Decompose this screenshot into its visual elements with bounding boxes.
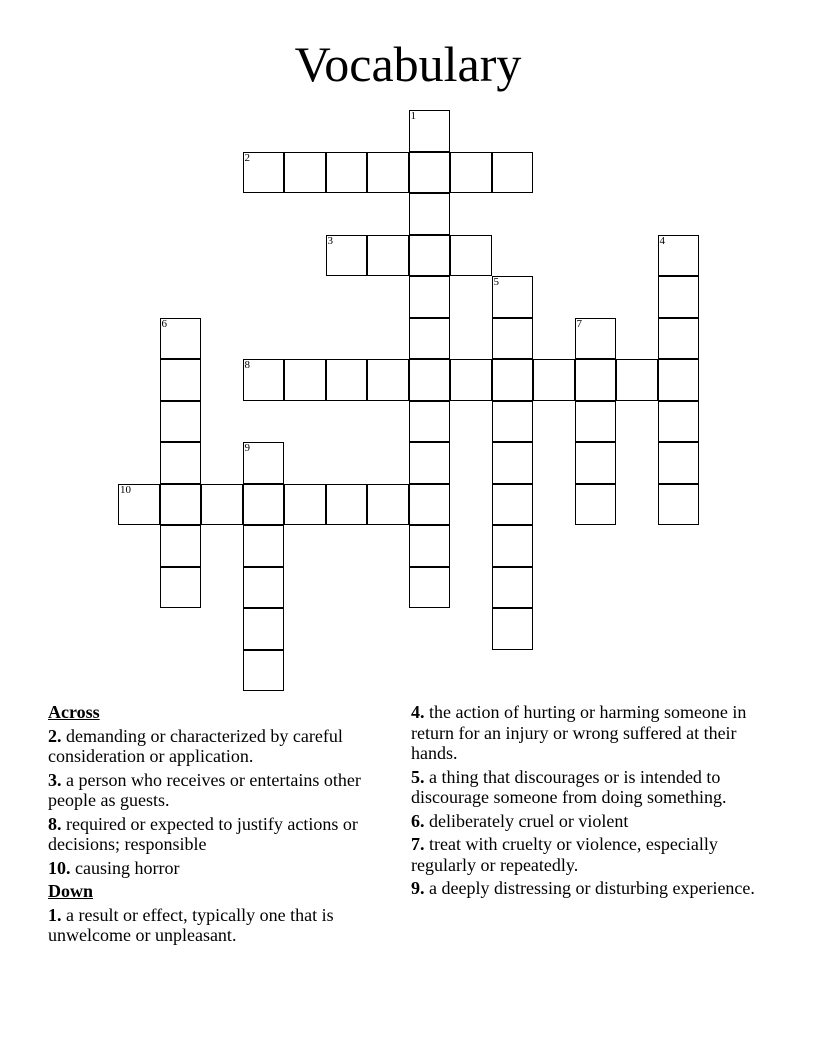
across-clue-8 [48,814,378,855]
clue-text: a thing that discourages or is intended to discourage someone from doing something. [411,766,727,807]
grid-cell[interactable] [201,484,243,526]
down-clue-4 [411,702,768,764]
across-clue-10 [48,858,378,879]
grid-cell[interactable] [658,442,700,484]
clue-text: a result or effect, typically one that is unwelcome or unpleasant. [48,904,334,945]
puzzle-title: Vocabulary [294,36,522,92]
grid-cell[interactable] [409,401,451,443]
grid-cell[interactable] [409,484,451,526]
grid-cell[interactable] [243,152,285,194]
grid-cell[interactable] [367,235,409,277]
grid-cell[interactable] [450,152,492,194]
grid-cell[interactable] [160,525,202,567]
grid-cell[interactable] [326,235,368,277]
across-clue-2 [48,726,378,767]
clue-number-label: 3 [327,234,333,247]
grid-cell[interactable] [575,401,617,443]
grid-cell[interactable] [492,401,534,443]
clue-number: 2. [48,725,62,746]
grid-cell[interactable] [658,235,700,277]
grid-cell[interactable] [450,359,492,401]
clue-text: deliberately cruel or violent [429,810,629,831]
clue-number: 6. [411,810,425,831]
grid-cell[interactable] [450,235,492,277]
grid-cell[interactable] [409,525,451,567]
grid-cell[interactable] [409,567,451,609]
grid-cell[interactable] [160,567,202,609]
grid-cell[interactable] [492,525,534,567]
grid-cell[interactable] [118,484,160,526]
grid-cell[interactable] [575,318,617,360]
clue-number: 5. [411,766,425,787]
clue-number-label: 6 [161,317,167,330]
grid-cell[interactable] [492,276,534,318]
grid-cell[interactable] [409,318,451,360]
grid-cell[interactable] [243,359,285,401]
grid-cell[interactable] [243,484,285,526]
grid-cell[interactable] [284,359,326,401]
grid-cell[interactable] [409,152,451,194]
grid-cell[interactable] [284,152,326,194]
grid-cell[interactable] [160,318,202,360]
clue-text: required or expected to justify actions or decisions; responsible [48,813,358,854]
grid-cell[interactable] [616,359,658,401]
down-clue-7 [411,834,768,875]
grid-cell[interactable] [658,484,700,526]
grid-cell[interactable] [409,193,451,235]
clue-number: 10. [48,857,71,878]
down-clue-9 [411,878,768,899]
down-clue-5 [411,767,768,808]
grid-cell[interactable] [409,276,451,318]
grid-cell[interactable] [409,235,451,277]
grid-cell[interactable] [243,567,285,609]
grid-cell[interactable] [492,608,534,650]
clue-number: 7. [411,834,425,854]
grid-cell[interactable] [533,359,575,401]
grid-cell[interactable] [243,650,285,692]
grid-cell[interactable] [243,525,285,567]
clue-number-label: 7 [576,317,582,330]
grid-cell[interactable] [367,484,409,526]
grid-cell[interactable] [492,567,534,609]
grid-cell[interactable] [284,484,326,526]
clue-text: the action of hurting or harming someone in return for an injury or wrong suffered at their hands. [411,702,747,763]
clue-number-label: 1 [410,110,416,122]
grid-cell[interactable] [409,110,451,152]
grid-cell[interactable] [326,152,368,194]
grid-cell[interactable] [326,484,368,526]
clue-text: a person who receives or entertains other people as guests. [48,769,361,810]
down-clue-6 [411,811,768,832]
grid-cell[interactable] [160,359,202,401]
down-heading: Down [48,881,94,901]
clue-number: 8. [48,813,62,834]
clue-number: 3. [48,769,62,790]
across-heading: Across [48,702,100,722]
grid-cell[interactable] [367,359,409,401]
clue-number-label: 9 [244,442,250,454]
clues-right-column [411,702,768,902]
clue-text: demanding or characterized by careful consideration or application. [48,725,343,766]
grid-cell[interactable] [658,276,700,318]
clue-number-label: 5 [493,276,499,288]
clue-text: treat with cruelty or violence, especially regularly or repeatedly. [411,834,718,875]
grid-cell[interactable] [492,442,534,484]
grid-cell[interactable] [492,484,534,526]
down-clue-1 [48,905,378,946]
grid-cell[interactable] [409,359,451,401]
grid-cell[interactable] [658,359,700,401]
clue-number-label: 4 [659,234,665,247]
grid-cell[interactable] [160,484,202,526]
clue-number-label: 8 [244,359,250,371]
grid-cell[interactable] [243,442,285,484]
grid-cell[interactable] [243,608,285,650]
grid-cell[interactable] [575,359,617,401]
grid-cell[interactable] [409,442,451,484]
grid-cell[interactable] [326,359,368,401]
grid-cell[interactable] [575,484,617,526]
clue-text: a deeply distressing or disturbing experience. [429,878,755,898]
clue-number-label: 10 [120,483,131,496]
clue-number: 9. [411,878,425,898]
clue-text: causing horror [75,857,180,878]
grid-cell[interactable] [160,401,202,443]
across-clue-3 [48,770,378,811]
clue-number-label: 2 [244,151,250,164]
grid-cell[interactable] [658,401,700,443]
grid-cell[interactable] [367,152,409,194]
clue-number: 1. [48,904,62,925]
grid-cell[interactable] [160,442,202,484]
grid-cell[interactable] [575,442,617,484]
clue-number: 4. [411,702,425,722]
grid-cell[interactable] [492,318,534,360]
clues-left-column [48,702,378,949]
grid-cell[interactable] [492,152,534,194]
grid-cell[interactable] [658,318,700,360]
grid-cell[interactable] [492,359,534,401]
